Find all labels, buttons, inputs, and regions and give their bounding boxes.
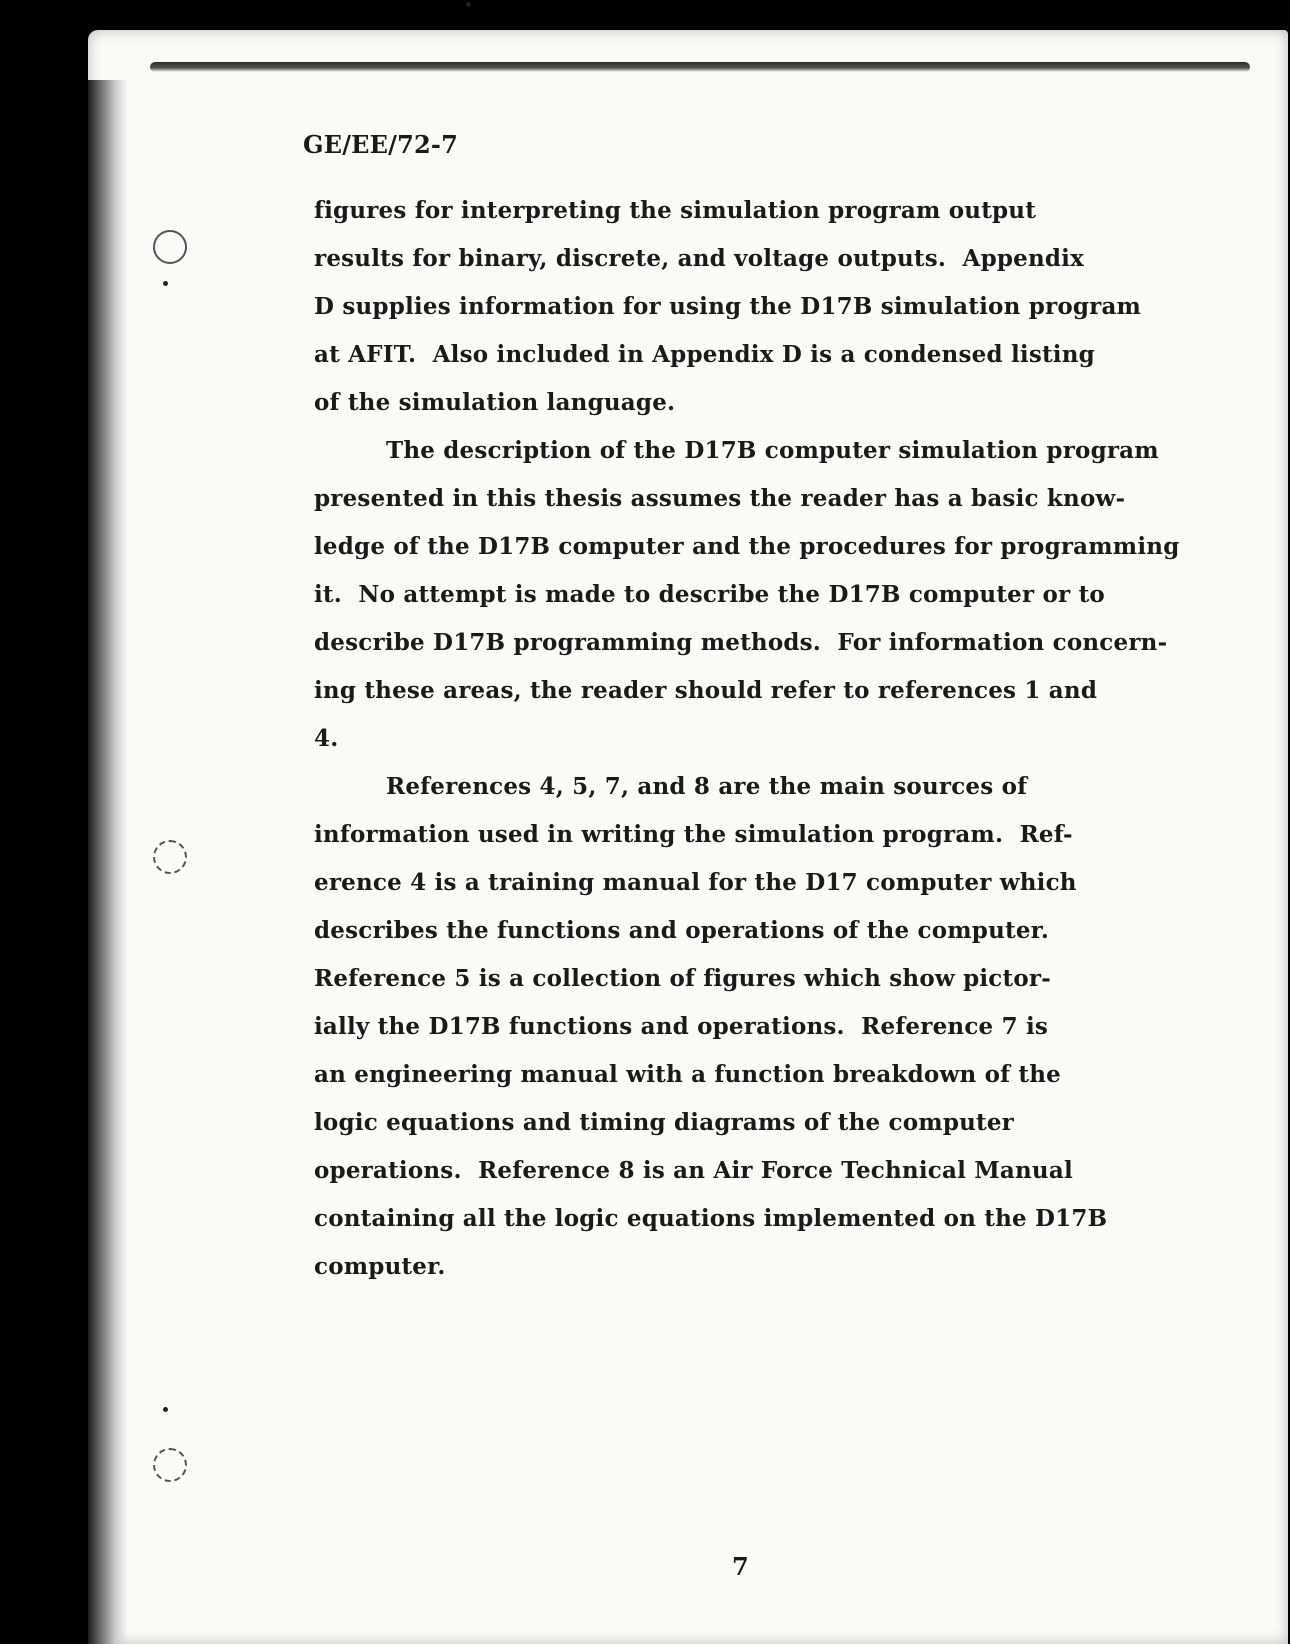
paragraph-3-line: logic equations and timing diagrams of the computer (314, 1109, 1014, 1136)
paragraph-2-line: 4. (314, 725, 339, 752)
document-code: GE/EE/72-7 (303, 130, 458, 159)
paragraph-1-line: figures for interpreting the simulation program output (314, 197, 1037, 224)
paragraph-3-line: information used in writing the simulation program. Ref- (314, 821, 1073, 848)
paragraph-3-line: containing all the logic equations implemented on the D17B (314, 1205, 1108, 1232)
speck (163, 1407, 168, 1412)
paragraph-3-line: an engineering manual with a function breakdown of the (314, 1061, 1062, 1088)
paragraph-3-line: describes the functions and operations of the computer. (314, 917, 1050, 944)
page-number: 7 (732, 1552, 749, 1581)
paragraph-1-line: results for binary, discrete, and voltage outputs. Appendix (314, 245, 1085, 272)
paragraph-3-line: ially the D17B functions and operations. Reference 7 is (314, 1013, 1049, 1040)
paragraph-1-line: at AFIT. Also included in Appendix D is a condensed listing (314, 341, 1095, 368)
paragraph-1-line: D supplies information for using the D17B simulation program (314, 293, 1142, 320)
paragraph-3-line: Reference 5 is a collection of figures which show pictor- (314, 965, 1051, 992)
speck (466, 2, 471, 7)
paragraph-2-line: describe D17B programming methods. For information concern- (314, 629, 1168, 656)
paragraph-3-line: operations. Reference 8 is an Air Force Technical Manual (314, 1157, 1073, 1184)
paragraph-2-line: it. No attempt is made to describe the D17B computer or to (314, 581, 1105, 608)
punch-hole-icon (153, 230, 187, 264)
paragraph-3-line: References 4, 5, 7, and 8 are the main sources of (386, 773, 1028, 800)
punch-hole-icon (153, 840, 187, 874)
paragraph-2-line: presented in this thesis assumes the reader has a basic know- (314, 485, 1126, 512)
top-scan-streak (150, 62, 1250, 72)
paragraph-2-line: The description of the D17B computer simulation program (386, 437, 1159, 464)
paragraph-3-line: computer. (314, 1253, 446, 1280)
binding-shadow (88, 80, 128, 1644)
paragraph-3-line: erence 4 is a training manual for the D17 computer which (314, 869, 1077, 896)
punch-hole-icon (153, 1448, 187, 1482)
paragraph-1-line: of the simulation language. (314, 389, 676, 416)
paragraph-2-line: ledge of the D17B computer and the procedures for programming (314, 533, 1180, 560)
paragraph-2-line: ing these areas, the reader should refer to references 1 and (314, 677, 1098, 704)
speck (163, 281, 168, 286)
